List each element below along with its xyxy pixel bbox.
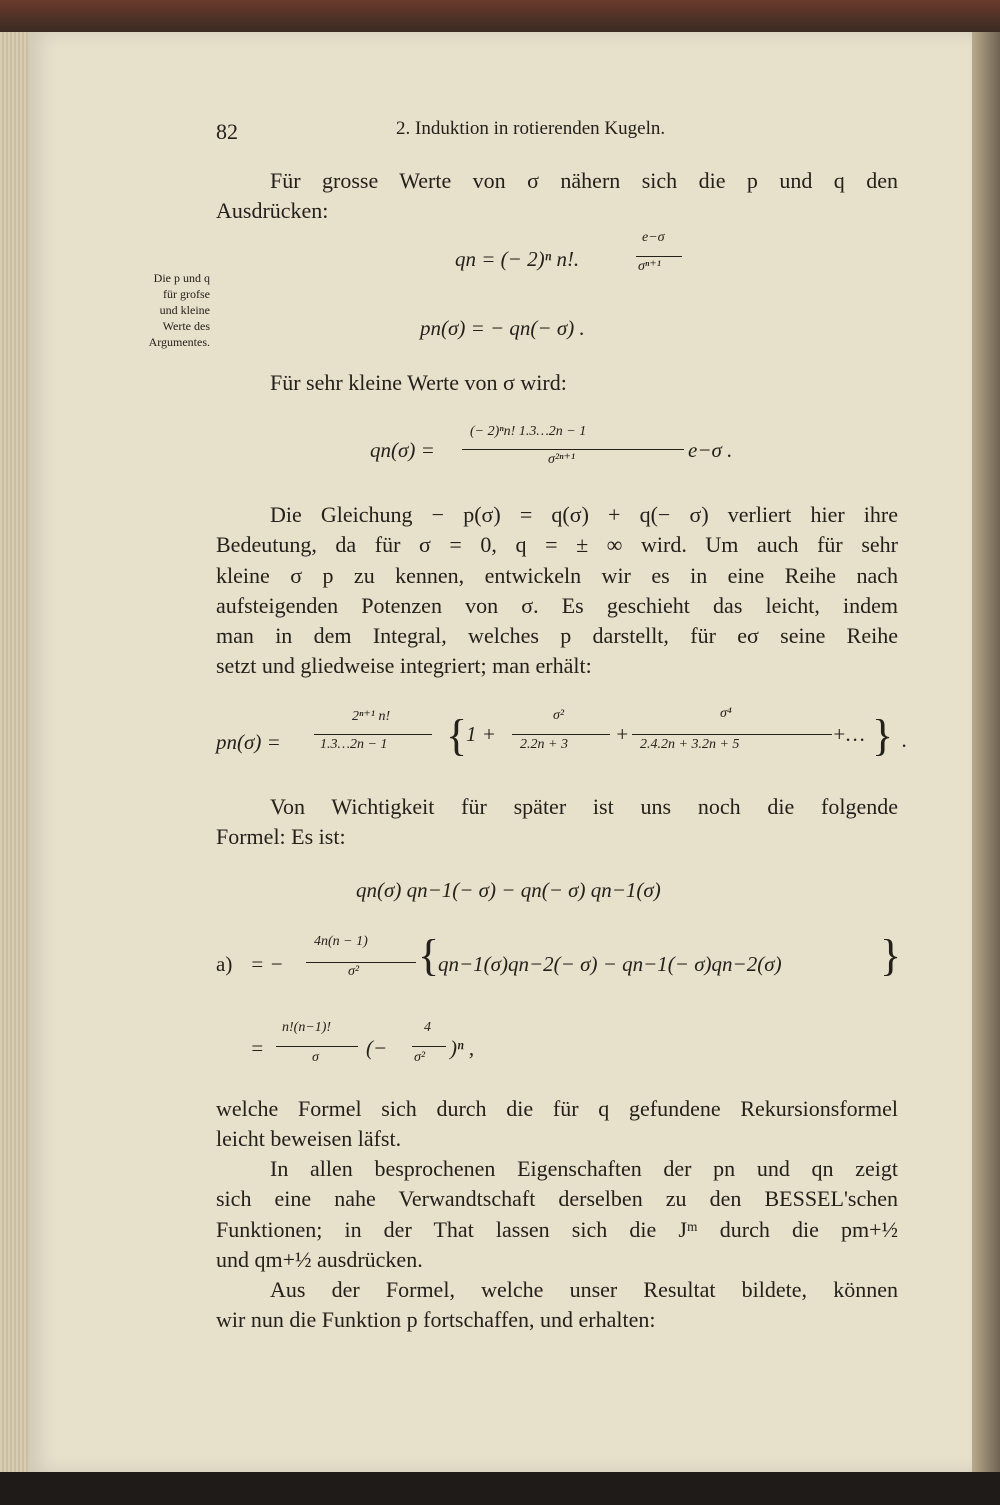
equation-denominator: σⁿ⁺¹ xyxy=(638,259,661,274)
book-edge-top xyxy=(0,0,1000,32)
running-head: 2. Induktion in rotierenden Kugeln. xyxy=(396,118,666,139)
equation-operator: = xyxy=(250,1036,265,1060)
equation-qn-large: qn = (− 2)ⁿ n!. xyxy=(455,247,580,271)
equation-label: a) xyxy=(216,952,233,976)
equation-pn-series: pn(σ) = xyxy=(216,730,281,754)
equation-numerator: σ⁴ xyxy=(720,706,732,721)
text-line: Für grosse Werte von σ nähern sich die p und q den xyxy=(270,168,898,193)
margin-note-line: und kleine xyxy=(159,303,210,317)
text-line: Aus der Formel, welche unser Resultat bildete, können xyxy=(270,1277,898,1302)
equation-denominator: 2.2n + 3 xyxy=(520,737,568,752)
text-line: Die Gleichung − p(σ) = q(σ) + q(− σ) verliert hier ihre xyxy=(270,502,898,527)
text-line: sich eine nahe Verwandtschaft derselben zu den BESSEL'schen xyxy=(216,1186,898,1212)
fraction-bar xyxy=(412,1046,446,1047)
fraction-bar xyxy=(632,734,832,735)
text-line: Ausdrücken: xyxy=(216,198,329,224)
series-end: . xyxy=(902,728,908,752)
book-edge-left xyxy=(0,32,28,1505)
equation-numerator: n!(n−1)! xyxy=(282,1020,332,1035)
equation-numerator: (− 2)ⁿn! 1.3…2n − 1 xyxy=(470,424,587,439)
equation-denominator: σ²ⁿ⁺¹ xyxy=(548,452,576,467)
equation-operator: = − xyxy=(250,952,284,976)
equation-tail: e−σ . xyxy=(688,438,733,462)
page-number: 82 xyxy=(216,119,238,144)
fraction-bar xyxy=(276,1046,358,1047)
paragraph-4 xyxy=(216,792,898,853)
series-tail: +… xyxy=(832,722,865,746)
brace-open: { xyxy=(446,711,468,760)
text-line: Von Wichtigkeit für später ist uns noch die folgende xyxy=(270,794,898,819)
equation-numerator: 4n(n − 1) xyxy=(314,934,368,949)
series-term-one: 1 + xyxy=(466,722,496,746)
fraction-bar xyxy=(306,962,416,963)
text-line: man in dem Integral, welches p darstellt, für eσ seine Reihe xyxy=(216,623,898,649)
equation-paren-open: (− xyxy=(366,1036,388,1060)
margin-note-line: für grofse xyxy=(163,287,210,301)
equation-denominator: σ² xyxy=(414,1050,426,1065)
equation-qn-small: qn(σ) = xyxy=(370,438,435,462)
fraction-bar xyxy=(462,449,684,450)
paragraph-5 xyxy=(216,1094,898,1155)
fraction-bar xyxy=(314,734,432,735)
equation-numerator: σ² xyxy=(553,708,565,723)
equation-denominator: 2.4.2n + 3.2n + 5 xyxy=(640,737,740,752)
book-edge-bottom xyxy=(0,1472,1000,1505)
paragraph-2: Für sehr kleine Werte von σ wird: xyxy=(270,370,567,395)
equation-paren-close: )ⁿ , xyxy=(450,1036,475,1060)
text-line: kleine σ p zu kennen, entwickeln wir es in eine Reihe nach xyxy=(216,562,898,588)
text-line: Funktionen; in der That lassen sich die Jᵐ durch die pm+½ xyxy=(216,1216,898,1242)
paragraph-1 xyxy=(216,166,898,227)
text-line: Formel: Es ist: xyxy=(216,824,346,850)
equation-denominator: σ² xyxy=(348,964,360,979)
paragraph-3 xyxy=(216,500,898,682)
series-plus: + xyxy=(615,722,630,746)
text-line: leicht beweisen läfst. xyxy=(216,1126,402,1152)
margin-note xyxy=(90,270,210,350)
text-line: und qm+½ ausdrücken. xyxy=(216,1246,423,1272)
paragraph-7 xyxy=(216,1275,898,1336)
margin-note-line: Argumentes. xyxy=(148,335,210,349)
text-line: welche Formel sich durch die für q gefundene Rekursionsformel xyxy=(216,1096,898,1121)
equation-numerator: e−σ xyxy=(642,230,665,245)
brace-close: } xyxy=(880,931,902,980)
book-edge-right xyxy=(972,32,1000,1505)
text-line: In allen besprochenen Eigenschaften der pn und qn zeigt xyxy=(270,1156,898,1181)
margin-note-line: Die p und q xyxy=(153,271,210,285)
brace-open: { xyxy=(418,931,440,980)
equation-numerator: 4 xyxy=(424,1020,431,1035)
text-line: setzt und gliedweise integriert; man erhält: xyxy=(216,653,592,679)
equation-brace-content: qn−1(σ)qn−2(− σ) − qn−1(− σ)qn−2(σ) xyxy=(438,952,782,976)
fraction-bar xyxy=(636,256,682,257)
text-line: wir nun die Funktion p fortschaffen, und erhalten: xyxy=(216,1307,656,1333)
equation-denominator: 1.3…2n − 1 xyxy=(320,737,388,752)
paragraph-6 xyxy=(216,1154,898,1275)
margin-note-line: Werte des xyxy=(162,319,210,333)
fraction-bar xyxy=(512,734,610,735)
text-line: aufsteigenden Potenzen von σ. Es geschieht das leicht, indem xyxy=(216,592,898,618)
equation-pn-large: pn(σ) = − qn(− σ) . xyxy=(420,316,585,340)
equation-wronskian: qn(σ) qn−1(− σ) − qn(− σ) qn−1(σ) xyxy=(356,878,661,902)
text-line: Bedeutung, da für σ = 0, q = ± ∞ wird. Um auch für sehr xyxy=(216,532,898,558)
equation-denominator: σ xyxy=(312,1050,319,1065)
brace-close: } xyxy=(872,711,894,760)
equation-numerator: 2ⁿ⁺¹ n! xyxy=(352,709,391,724)
